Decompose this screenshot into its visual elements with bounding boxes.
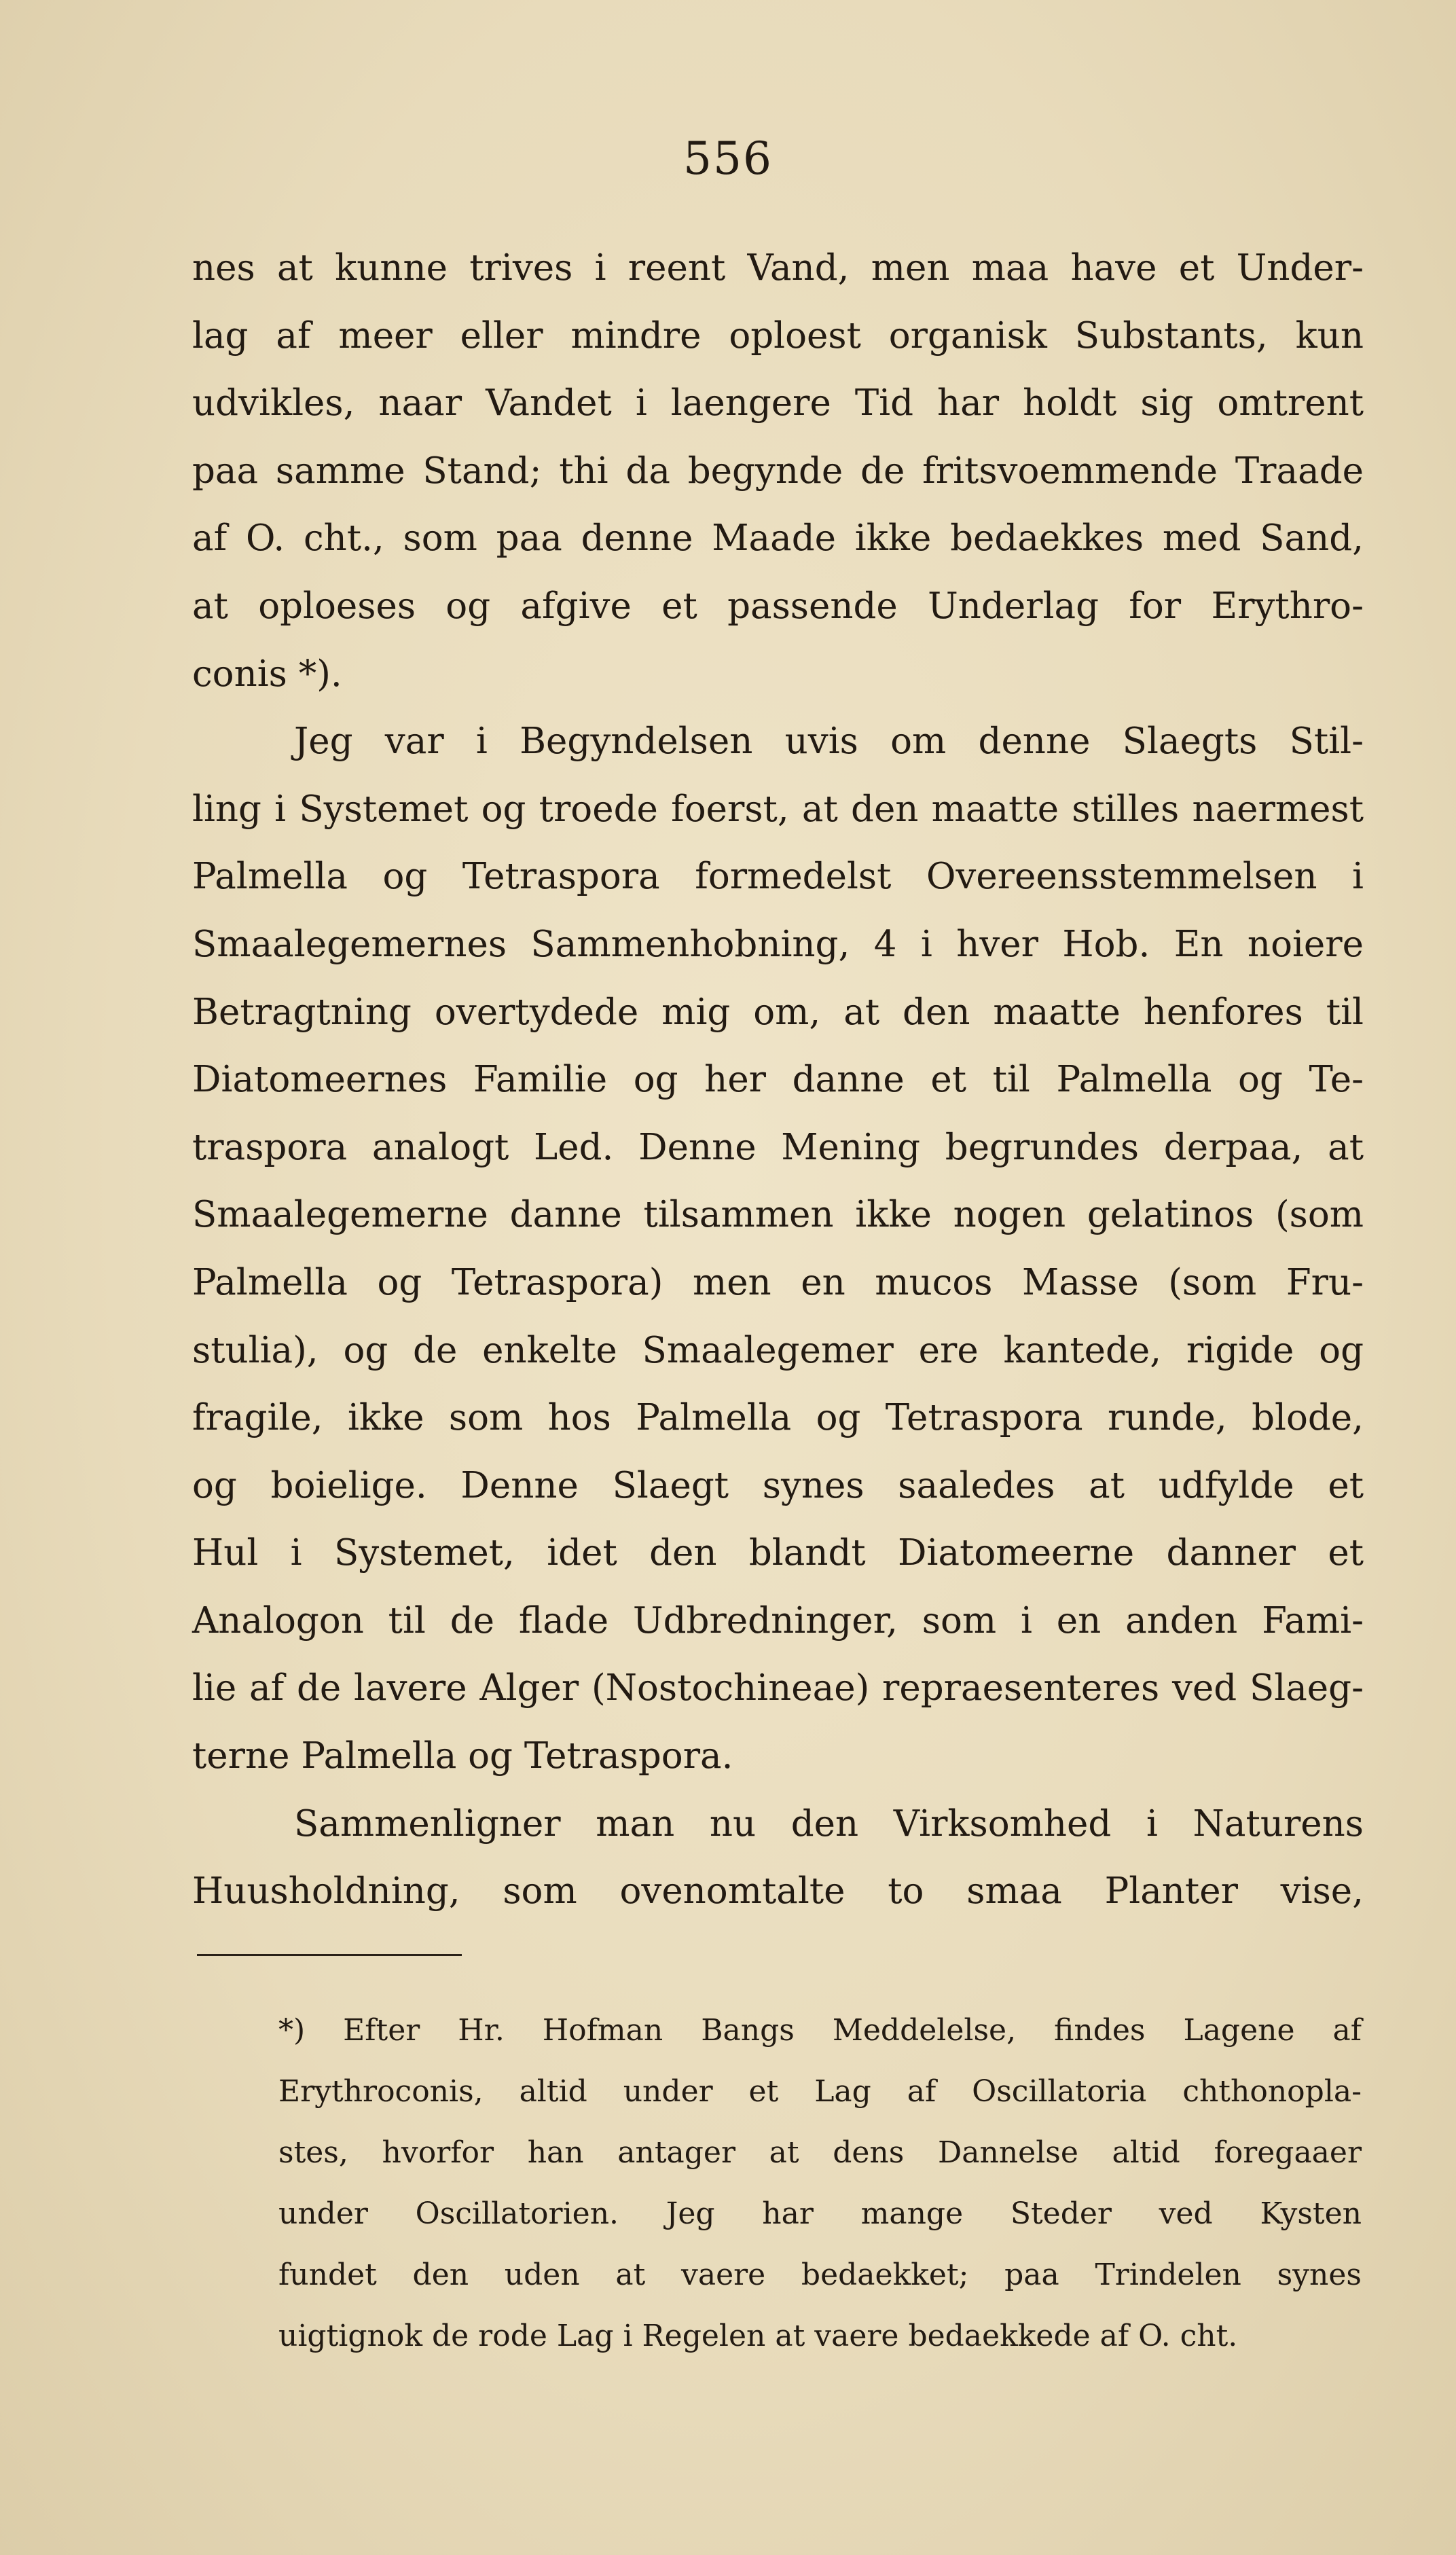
text-line: og boielige. Denne Slaegt synes saaledes at udfylde et <box>192 1464 1364 1506</box>
text-line: Huusholdning, som ovenomtalte to smaa Planter vise, <box>192 1870 1364 1913</box>
footnote-line: uigtignok de rode Lag i Regelen at vaere bedaekkede af O. cht. <box>278 2319 1238 2353</box>
page-number: 556 <box>683 132 773 185</box>
text-line: Palmella og Tetraspora formedelst Overeensstemmelsen i <box>192 856 1364 898</box>
text-line: udvikles, naar Vandet i laengere Tid har holdt sig omtrent <box>192 382 1364 424</box>
text-line: lag af meer eller mindre oploest organisk Substants, kun <box>192 314 1364 357</box>
text-line: nes at kunne trives i reent Vand, men maa have et Under- <box>192 247 1364 289</box>
footnote-line: stes, hvorfor han antager at dens Dannelse altid foregaaer <box>278 2135 1362 2170</box>
text-line: ling i Systemet og troede foerst, at den maatte stilles naermest <box>192 788 1364 830</box>
text-line: terne Palmella og Tetraspora. <box>192 1735 733 1777</box>
text-line: Palmella og Tetraspora) men en mucos Masse (som Fru- <box>192 1261 1364 1303</box>
text-line: Betragtning overtydede mig om, at den maatte henfores til <box>192 991 1364 1033</box>
body-text <box>192 234 1364 1925</box>
text-line: Analogon til de flade Udbredninger, som i en anden Fami- <box>192 1599 1364 1642</box>
text-line: Diatomeernes Familie og her danne et til Palmella og Te- <box>192 1059 1364 1101</box>
footnote <box>278 2000 1362 2367</box>
text-line: paa samme Stand; thi da begynde de fritsvoemmende Traade <box>192 450 1364 492</box>
text-line: conis *). <box>192 653 342 695</box>
text-line: Jeg var i Begyndelsen uvis om denne Slaegts Stil- <box>294 721 1364 763</box>
footnote-line: *) Efter Hr. Hofman Bangs Meddelelse, findes Lagene af <box>278 2013 1362 2048</box>
text-line: fragile, ikke som hos Palmella og Tetraspora runde, blode, <box>192 1397 1364 1439</box>
footnote-line: Erythroconis, altid under et Lag af Oscillatoria chthonopla- <box>278 2074 1362 2109</box>
footnote-line: under Oscillatorien. Jeg har mange Steder ved Kysten <box>278 2196 1362 2231</box>
text-line: Sammenligner man nu den Virksomhed i Naturens <box>294 1802 1364 1845</box>
text-line: stulia), og de enkelte Smaalegemer ere kantede, rigide og <box>192 1329 1364 1371</box>
text-line: traspora analogt Led. Denne Mening begrundes derpaa, at <box>192 1126 1364 1168</box>
footnote-line: fundet den uden at vaere bedaekket; paa Trindelen synes <box>278 2258 1362 2292</box>
text-line: af O. cht., som paa denne Maade ikke bedaekkes med Sand, <box>192 518 1364 560</box>
text-line: at oploeses og afgive et passende Underlag for Erythro- <box>192 585 1364 627</box>
text-line: lie af de lavere Alger (Nostochineae) repraesenteres ved Slaeg- <box>192 1667 1364 1709</box>
text-line: Smaalegemerne danne tilsammen ikke nogen gelatinos (som <box>192 1194 1364 1236</box>
text-line: Smaalegemernes Sammenhobning, 4 i hver Hob. En noiere <box>192 923 1364 965</box>
footnote-divider <box>197 1954 462 1956</box>
text-line: Hul i Systemet, idet den blandt Diatomeerne danner et <box>192 1532 1364 1574</box>
